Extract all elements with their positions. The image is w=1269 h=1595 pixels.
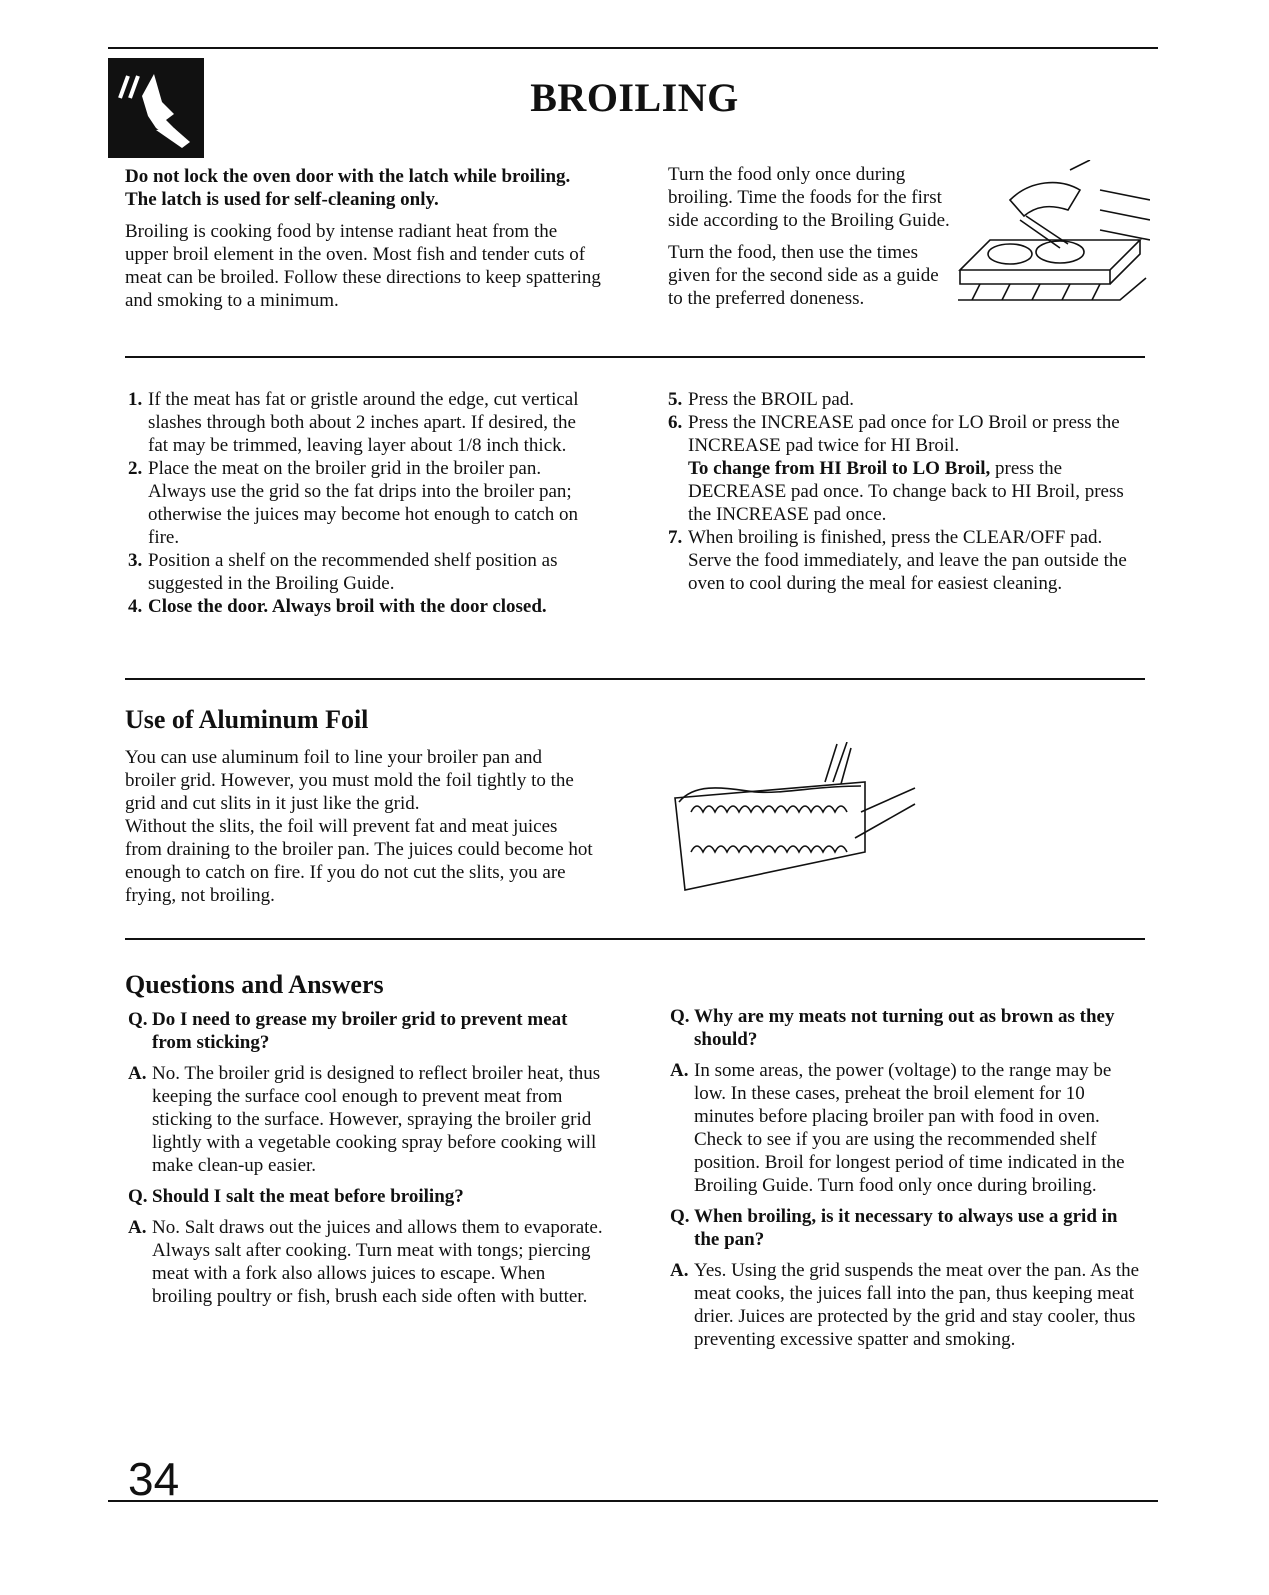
foil-heading: Use of Aluminum Foil xyxy=(125,705,369,734)
qa-heading: Questions and Answers xyxy=(125,970,384,999)
broiling-steps-left xyxy=(128,388,598,618)
qa-left-column xyxy=(128,1008,603,1308)
question-salt-meat: Q. Should I salt the meat before broiling? xyxy=(128,1186,464,1207)
section-divider-1 xyxy=(125,356,1145,358)
step-7: 7. When broiling is finished, press the CLEAR/OFF pad. Serve the food immediately, and leave the pan outside the oven to cool during the meal for easiest cleaning. xyxy=(668,527,1127,594)
step-5: 5. Press the BROIL pad. xyxy=(668,389,855,410)
step-1: 1. If the meat has fat or gristle around the edge, cut vertical slashes through both about 2 inches apart. If desired, the fat may be trimmed, leaving layer about 1/8 inch thick. xyxy=(128,389,579,456)
broiling-steps-right xyxy=(668,388,1138,595)
latch-warning: Do not lock the oven door with the latch while broiling. The latch is used for self-cleaning only. xyxy=(125,166,571,210)
page-title: BROILING xyxy=(530,75,739,120)
foil-paragraph-2: Without the slits, the foil will prevent fat and meat juices from draining to the broiler pan. The juices could become hot enough to catch on fire. If you do not cut the slits, you are frying, not broiling. xyxy=(125,816,593,906)
question-grease-grid: Q. Do I need to grease my broiler grid to prevent meat from sticking? xyxy=(128,1009,568,1053)
answer-meat-brown: A. In some areas, the power (voltage) to the range may be low. In these cases, preheat the broil element for 10 minutes before placing broiler pan with food in oven. Check to see if you are using the recommended shelf position. Broil for longest period of time indicated in the Broiling Guide. Turn food only once during broiling. xyxy=(670,1060,1125,1196)
turn-tip-second: Turn the food, then use the times given for the second side as a guide to the preferred doneness. xyxy=(668,242,939,309)
question-use-grid: Q. When broiling, is it necessary to always use a grid in the pan? xyxy=(670,1206,1118,1250)
hi-lo-change-lead: To change from HI Broil to LO Broil, xyxy=(688,458,991,479)
answer-grease-grid: A. No. The broiler grid is designed to reflect broiler heat, thus keeping the surface cool enough to prevent meat from sticking to the surface. However, spraying the broiler grid lightly with a vegetable cooking spray before cooking will make clean-up easier. xyxy=(128,1063,601,1176)
broiling-description: Broiling is cooking food by intense radiant heat from the upper broil element in the oven. Most fish and tender cuts of meat can be broiled. Follow these directions to keep spattering and smoking to a minimum. xyxy=(125,221,601,311)
qa-right-column xyxy=(670,1005,1145,1351)
footer-rule xyxy=(108,1500,1158,1502)
section-divider-2 xyxy=(125,678,1145,680)
step-3: 3. Position a shelf on the recommended shelf position as suggested in the Broiling Guide. xyxy=(128,550,558,594)
foil-grid-illustration xyxy=(665,742,935,892)
step-4: 4. Close the door. Always broil with the door closed. xyxy=(128,596,547,617)
turning-steak-illustration xyxy=(950,160,1150,325)
page-number: 34 xyxy=(128,1453,180,1505)
answer-salt-meat: A. No. Salt draws out the juices and allows them to evaporate. Always salt after cooking. Turn meat with tongs; piercing meat with a fork also allows juices to escape. When broiling poultry or fish, brush each side often with butter. xyxy=(128,1217,603,1307)
turn-tip-first: Turn the food only once during broiling. Time the foods for the first side according to the Broiling Guide. xyxy=(668,164,950,231)
question-meat-brown: Q. Why are my meats not turning out as brown as they should? xyxy=(670,1006,1115,1050)
header-rule xyxy=(108,47,1158,49)
step-6: 6. Press the INCREASE pad once for LO Broil or press the INCREASE pad twice for HI Broil. To change from HI Broil to LO Broil, press the DECREASE pad once. To change back to HI Broil, press the INCREASE pad once. xyxy=(668,412,1124,525)
answer-use-grid: A. Yes. Using the grid suspends the meat over the pan. As the meat cooks, the juices fall into the pan, thus keeping meat drier. Juices are protected by the grid and stay cooler, thus preventing excessive spatter and smoking. xyxy=(670,1260,1140,1350)
step-2: 2. Place the meat on the broiler grid in the broiler pan. Always use the grid so the fat drips into the broiler pan; otherwise the juices may become hot enough to catch on fire. xyxy=(128,458,579,548)
section-divider-3 xyxy=(125,938,1145,940)
foil-paragraph-1: You can use aluminum foil to line your broiler pan and broiler grid. However, you must mold the foil tightly to the grid and cut slits in it just like the grid. xyxy=(125,747,574,814)
